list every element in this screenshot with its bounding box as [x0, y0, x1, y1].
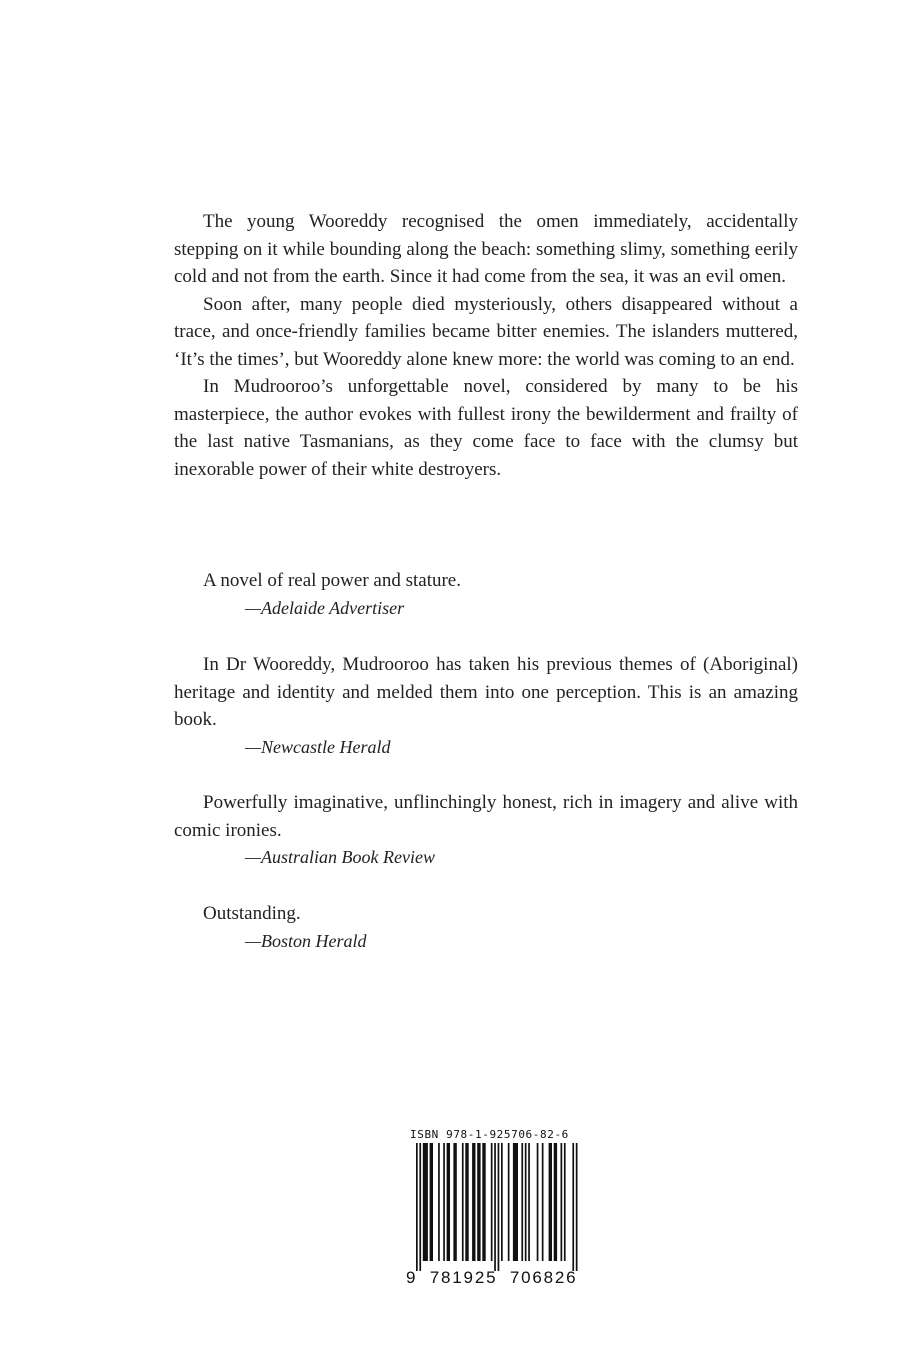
- barcode-lead-digit: 9: [406, 1268, 418, 1287]
- barcode-bar: [554, 1143, 557, 1261]
- review-2: [174, 651, 798, 761]
- barcode-bar: [462, 1143, 464, 1261]
- barcode-bars: [406, 1143, 584, 1271]
- review-3: [174, 789, 798, 872]
- barcode-bar: [564, 1143, 566, 1261]
- barcode-bar: [561, 1143, 563, 1261]
- barcode-bar: [491, 1143, 493, 1261]
- barcode-bar: [521, 1143, 523, 1261]
- barcode-bar: [430, 1143, 433, 1261]
- barcode-right-digits: 706826: [509, 1268, 578, 1287]
- barcode-guard-bar: [498, 1143, 500, 1271]
- barcode-left-digits: 781925: [429, 1268, 498, 1287]
- review-source: —Adelaide Advertiser: [245, 597, 405, 618]
- barcode-bar: [447, 1143, 450, 1261]
- barcode-bar: [472, 1143, 475, 1261]
- barcode-bar: [528, 1143, 530, 1261]
- barcode-bar: [423, 1143, 428, 1261]
- blurb-paragraph-3: In Mudrooroo’s unforgettable novel, considered by many to be his masterpiece, the author evokes with fullest irony the bewilderment and frailty of the last native Tasmanians, as they come face to face with the clumsy but inexorable power of their white destroyers.: [174, 376, 798, 480]
- review-1: [174, 567, 798, 622]
- barcode-guard-bar: [419, 1143, 421, 1271]
- blurb-paragraph-1: The young Wooreddy recognised the omen immediately, accidentally stepping on it while bounding along the beach: something slimy, something eerily cold and not from the earth. Since it had come from the sea, it was an evil omen.: [174, 211, 798, 287]
- isbn-label: ISBN 978-1-925706-82-6: [410, 1128, 569, 1141]
- review-4: [174, 900, 798, 955]
- barcode-bar: [508, 1143, 510, 1261]
- review-quote: Outstanding.: [203, 903, 301, 924]
- review-quote: Powerfully imaginative, unflinchingly honest, rich in imagery and alive with comic ironies.: [174, 792, 798, 841]
- barcode-digits: [406, 1268, 584, 1288]
- back-cover-blurb: [174, 208, 798, 483]
- barcode-guard-bar: [416, 1143, 418, 1271]
- barcode-guard-bar: [572, 1143, 574, 1271]
- blurb-paragraph-2: Soon after, many people died mysteriously, others disappeared without a trace, and once-friendly families became bitter enemies. The islanders muttered, ‘It’s the times’, but Wooreddy alone knew more: the world was coming to an end.: [174, 293, 798, 370]
- isbn-barcode: [406, 1127, 584, 1288]
- review-source: —Australian Book Review: [245, 847, 435, 867]
- review-quote: In Dr Wooreddy, Mudrooroo has taken his previous themes of (Aboriginal) heritage and identity and melded them into one perception. This is an amazing book.: [174, 654, 798, 730]
- review-quote: A novel of real power and stature.: [203, 570, 461, 591]
- barcode-bar: [453, 1143, 456, 1261]
- barcode-bar: [438, 1143, 440, 1261]
- review-source: —Newcastle Herald: [245, 736, 391, 757]
- barcode-bar: [465, 1143, 468, 1261]
- barcode-bar: [537, 1143, 539, 1261]
- barcode-bar: [525, 1143, 527, 1261]
- barcode-bar: [443, 1143, 445, 1261]
- barcode-bar: [482, 1143, 485, 1261]
- barcode-bar: [477, 1143, 480, 1261]
- barcode-guard-bar: [576, 1143, 578, 1271]
- barcode-bar: [501, 1143, 503, 1261]
- barcode-guard-bar: [494, 1143, 496, 1271]
- barcode-bar: [549, 1143, 552, 1261]
- barcode-bar: [542, 1143, 544, 1261]
- review-source: —Boston Herald: [245, 930, 367, 951]
- barcode-bar: [513, 1143, 518, 1261]
